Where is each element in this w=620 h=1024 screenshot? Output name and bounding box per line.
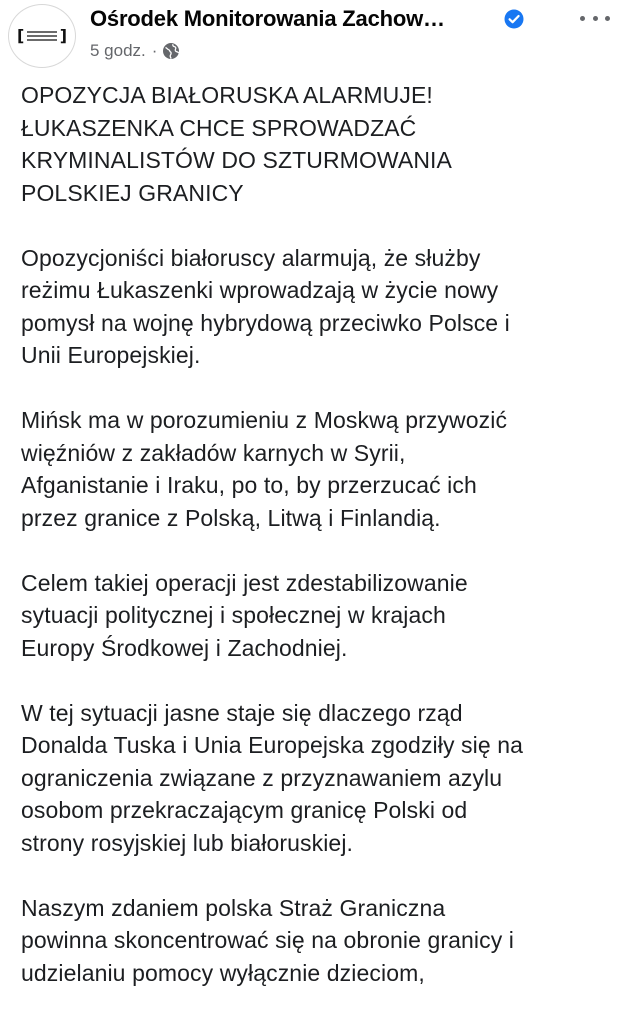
post-headline: OPOZYCJA BIAŁORUSKA ALARMUJE! ŁUKASZENKA CHCE SPROWADZAĆ KRYMINALISTÓW DO SZTURMOWANIA POLSKIEJ GRANICY <box>21 82 452 206</box>
page-name-link[interactable]: Ośrodek Monitorowania Zachow… <box>90 6 445 31</box>
post-meta <box>90 41 180 61</box>
more-options-icon[interactable] <box>580 8 610 28</box>
post-paragraph: Mińsk ma w porozumieniu z Moskwą przywozić więźniów z zakładów karnych w Syrii, Afganistanie i Iraku, po to, by przerzucać ich przez granice z Polską, Litwą i Finlandią. <box>21 407 508 531</box>
omz-logo-icon: [ ] <box>17 26 67 45</box>
page-avatar[interactable] <box>8 4 76 68</box>
meta-separator: · <box>151 41 158 60</box>
verified-badge-icon <box>504 9 524 29</box>
post-timestamp[interactable]: 5 godz. <box>90 41 146 60</box>
post-body <box>21 79 611 989</box>
globe-icon[interactable] <box>162 42 180 60</box>
post-paragraph: Celem takiej operacji jest zdestabilizowanie sytuacji politycznej i społecznej w krajach Europy Środkowej i Zachodniej. <box>21 569 468 661</box>
post-paragraph: Naszym zdaniem polska Straż Graniczna powinna skoncentrować się na obronie granicy i udzielaniu pomocy wyłącznie dzieciom, <box>21 894 514 986</box>
post-header <box>0 0 620 75</box>
post-paragraph: Opozycjoniści białoruscy alarmują, że służby reżimu Łukaszenki wprowadzają w życie nowy pomysł na wojnę hybrydową przeciwko Polsce i Unii Europejskiej. <box>21 244 510 368</box>
post-paragraph: W tej sytuacji jasne staje się dlaczego rząd Donalda Tuska i Unia Europejska zgodziły się na ograniczenia związane z przyznawaniem azylu osobom przekraczającym granicę Polski od strony rosyjskiej lub białoruskiej. <box>21 699 524 856</box>
